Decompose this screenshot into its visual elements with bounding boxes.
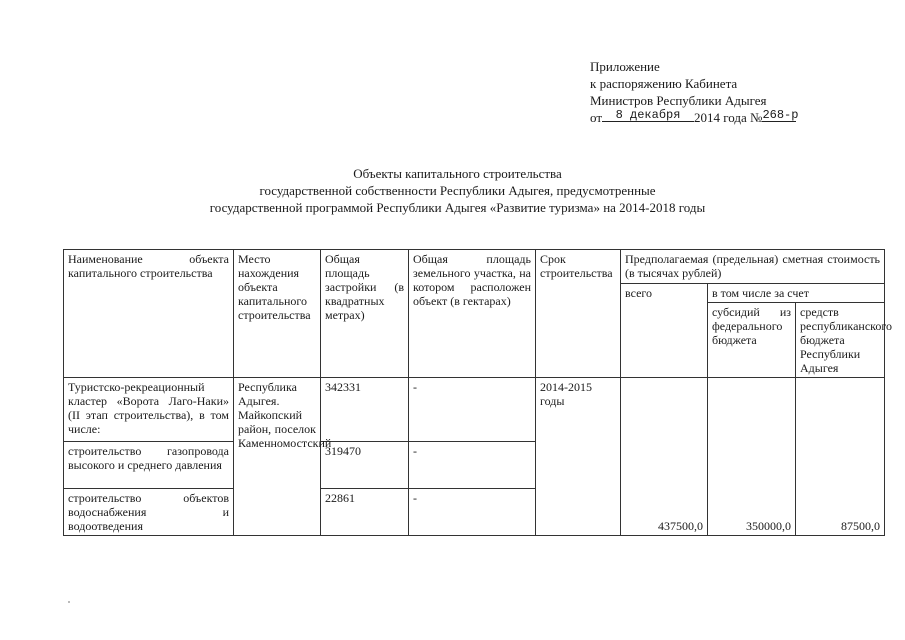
handwritten-number: 268-р bbox=[762, 108, 799, 122]
title-line-2: государственной собственности Республики Адыгея, предусмотренные bbox=[259, 183, 656, 198]
row-2-land: - bbox=[409, 442, 536, 489]
location-cell: Республика Адыгея. Майкопский район, поселок Каменномостский bbox=[234, 378, 321, 536]
document-title bbox=[90, 165, 825, 216]
term-cell: 2014-2015 годы bbox=[536, 378, 621, 536]
total-cost-cell: 437500,0 bbox=[621, 378, 708, 536]
row-3-area: 22861 bbox=[321, 489, 409, 536]
appendix-line-1: Приложение bbox=[590, 59, 660, 74]
header-term: Срок строительства bbox=[536, 250, 621, 378]
header-land: Общая площадь земельного участка, на котором расположен объект (в гектарах) bbox=[409, 250, 536, 378]
header-federal: субсидий из федерального бюджета bbox=[708, 303, 796, 378]
header-republic: средств республиканского бюджета Республики Адыгея bbox=[796, 303, 885, 378]
appendix-block bbox=[590, 58, 799, 126]
objects-table bbox=[63, 249, 892, 536]
row-1-land: - bbox=[409, 378, 536, 442]
header-location: Место нахождения объекта капитального строительства bbox=[234, 250, 321, 378]
federal-cost-cell: 350000,0 bbox=[708, 378, 796, 536]
header-area: Общая площадь застройки (в квадратных метрах) bbox=[321, 250, 409, 378]
header-total: всего bbox=[621, 284, 708, 378]
title-line-1: Объекты капитального строительства bbox=[353, 166, 562, 181]
scan-speck bbox=[68, 601, 70, 603]
row-2-area: 319470 bbox=[321, 442, 409, 489]
title-line-3: государственной программой Республики Адыгея «Развитие туризма» на 2014-2018 годы bbox=[209, 200, 706, 215]
row-3-name: строительство объектов водоснабжения и водоотведения bbox=[64, 489, 234, 536]
year-label: 2014 года № bbox=[694, 110, 763, 125]
handwritten-date: 8 декабря bbox=[602, 109, 694, 122]
header-cost: Предполагаемая (предельная) сметная стоимость (в тысячах рублей) bbox=[621, 250, 885, 284]
header-name: Наименование объекта капитального строительства bbox=[64, 250, 234, 378]
row-3-land: - bbox=[409, 489, 536, 536]
appendix-line-3: Министров Республики Адыгея bbox=[590, 93, 767, 108]
header-including: в том числе за счет bbox=[708, 284, 885, 303]
from-label: от bbox=[590, 110, 603, 125]
row-2-name: строительство газопровода высокого и среднего давления bbox=[64, 442, 234, 489]
appendix-date-line bbox=[590, 108, 799, 126]
appendix-line-2: к распоряжению Кабинета bbox=[590, 76, 738, 91]
row-1-area: 342331 bbox=[321, 378, 409, 442]
republic-cost-cell: 87500,0 bbox=[796, 378, 885, 536]
row-1-name: Туристско-рекреационный кластер «Ворота Лаго-Наки» (II этап строительства), в том числе: bbox=[64, 378, 234, 442]
